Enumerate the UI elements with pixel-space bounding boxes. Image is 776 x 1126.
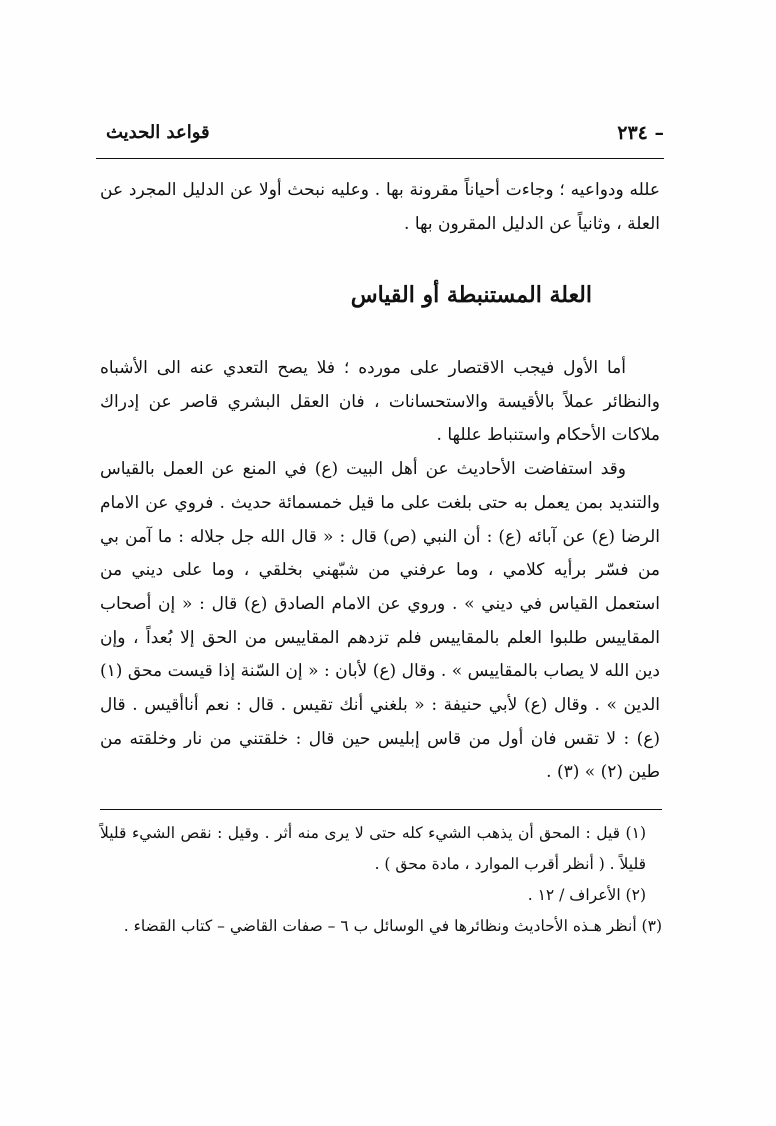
running-title: قواعد الحديث bbox=[106, 122, 210, 143]
footnote-rule bbox=[100, 809, 662, 810]
main-text bbox=[100, 352, 660, 790]
page-header bbox=[96, 120, 664, 156]
intro-block bbox=[100, 174, 660, 241]
footnote-2: (٢) الأعراف / ١٢ . bbox=[527, 886, 646, 904]
page-number: – ٢٣٤ bbox=[617, 122, 664, 144]
section-heading: العلة المستنبطة أو القياس bbox=[350, 282, 592, 308]
footnote-1: (١) قيل : المحق أن يذهب الشيء كله حتى لا يرى منه أثر . وقيل : نقص الشيء قليلاً قليلاً . ( أنظر أقرب الموارد ، مادة محق ) . bbox=[100, 824, 646, 873]
intro-paragraph: علله ودواعيه ؛ وجاءت أحياناً مقرونة بها . وعليه نبحث أولا عن الدليل المجرد عن العلة ، وثانياً عن الدليل المقرون بها . bbox=[100, 180, 660, 234]
header-rule bbox=[96, 158, 664, 159]
body-paragraph: أما الأول فيجب الاقتصار على مورده ؛ فلا يصح التعدي عنه الى الأشباه والنظائر عملاً بالأقيسة والاستحسانات ، فان العقل البشري قاصر عن إدراك ملاكات الأحكام واستنباط عللها . bbox=[100, 358, 660, 446]
body-paragraph: وقد استفاضت الأحاديث عن أهل البيت (ع) في المنع عن العمل بالقياس والتنديد بمن يعمل به حتى بلغت على ما قيل خمسمائة حديث . فروي عن الامام الرضا (ع) عن آبائه (ع) : أن النبي (ص) قال : « قال الله جل جلاله : ما آمن بي من فسّر برأيه كلامي ، وما عرفني من شبّهني بخلقي ، وما على ديني من استعمل القياس في ديني » . وروي عن الامام الصادق (ع) قال : « إن أصحاب المقاييس طلبوا العلم بالمقاييس فلم تزدهم المقاييس من الحق إلا بُعداً ، وإن دين الله لا يصاب بالمقاييس » . وقال (ع) لأبان : « إن السّنة إذا قيست محق (١) الدين » . وقال (ع) لأبي حنيفة : « بلغني أنك تقيس . قال : نعم أناأقيس . قال (ع) : لا تقس فان أول من قاس إبليس حين قال : خلقتني من نار وخلقته من طين (٢) » (٣) . bbox=[100, 459, 660, 783]
footnotes bbox=[100, 818, 662, 942]
footnote-3: (٣) أنظر هـذه الأحاديث ونظائرها في الوسائل ب ٦ – صفات القاضي – كتاب القضاء . bbox=[123, 917, 662, 935]
